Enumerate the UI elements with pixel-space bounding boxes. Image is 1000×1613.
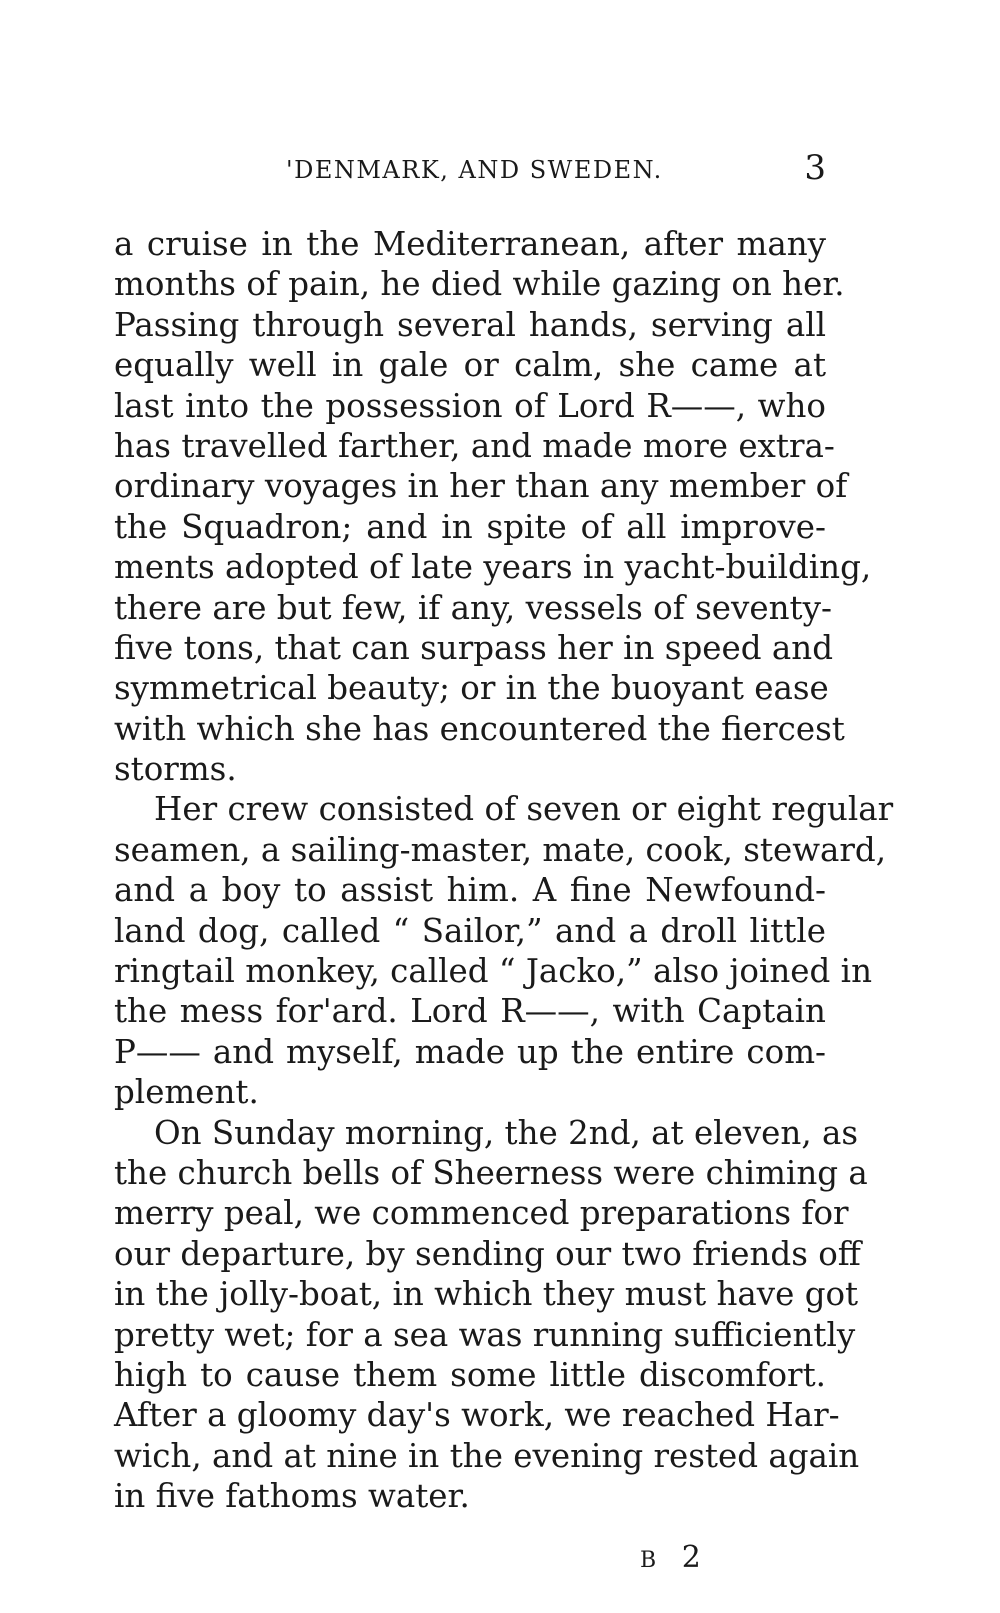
text-line: the Squadron; and in spite of all improve- (114, 507, 826, 546)
text-line: equally well in gale or calm, she came at (114, 346, 826, 385)
running-title: 'DENMARK, AND SWEDEN. (286, 156, 663, 184)
text-line: has travelled farther, and made more extra- (114, 426, 835, 465)
text-line: ordinary voyages in her than any member of (114, 467, 848, 506)
text-line: the church bells of Sheerness were chiming a (114, 1153, 868, 1192)
text-line: After a gloomy day's work, we reached Har- (114, 1396, 840, 1435)
text-line: ments adopted of late years in yacht-building, (114, 548, 872, 587)
text-line: there are but few, if any, vessels of seventy- (114, 588, 832, 627)
text-line: pretty wet; for a sea was running sufficiently (114, 1315, 856, 1354)
text-line: a cruise in the Mediterranean, after many (114, 225, 826, 263)
signature-mark (640, 1540, 709, 1575)
text-line: in the jolly-boat, in which they must have got (114, 1275, 859, 1314)
text-line: with which she has encountered the fiercest (114, 709, 845, 748)
text-line: On Sunday morning, the 2nd, at eleven, as (154, 1113, 859, 1152)
text-line: merry peal, we commenced preparations for (114, 1194, 849, 1233)
text-line: last into the possession of Lord R——, who (114, 386, 826, 425)
text-line: the mess for'ard. Lord R——, with Captain (114, 992, 826, 1031)
text-line: seamen, a sailing-master, mate, cook, steward, (114, 830, 887, 869)
text-line: storms. (114, 750, 237, 789)
body-text (114, 224, 894, 1517)
text-line: wich, and at nine in the evening rested again (114, 1436, 860, 1475)
signature-letter: B (640, 1548, 665, 1573)
text-line: high to cause them some little discomfort. (114, 1355, 826, 1394)
text-line: plement. (114, 1073, 259, 1112)
text-line: and a boy to assist him. A fine Newfound- (114, 871, 826, 910)
page-number: 3 (804, 148, 826, 188)
text-line: land dog, called “ Sailor,” and a droll little (114, 911, 826, 950)
text-line: months of pain, he died while gazing on her. (114, 265, 845, 304)
signature-number: 2 (681, 1540, 709, 1575)
text-line: ringtail monkey, called “ Jacko,” also joined in (114, 952, 873, 991)
running-head (116, 148, 826, 188)
text-line: Her crew consisted of seven or eight regular (154, 790, 894, 829)
text-line: five tons, that can surpass her in speed and (114, 628, 833, 667)
text-line: in five fathoms water. (114, 1477, 470, 1516)
text-line: P—— and myself, made up the entire com- (114, 1032, 826, 1071)
text-line: Passing through several hands, serving all (114, 305, 826, 344)
text-line: symmetrical beauty; or in the buoyant ease (114, 669, 829, 708)
text-line: our departure, by sending our two friends off (114, 1234, 861, 1273)
